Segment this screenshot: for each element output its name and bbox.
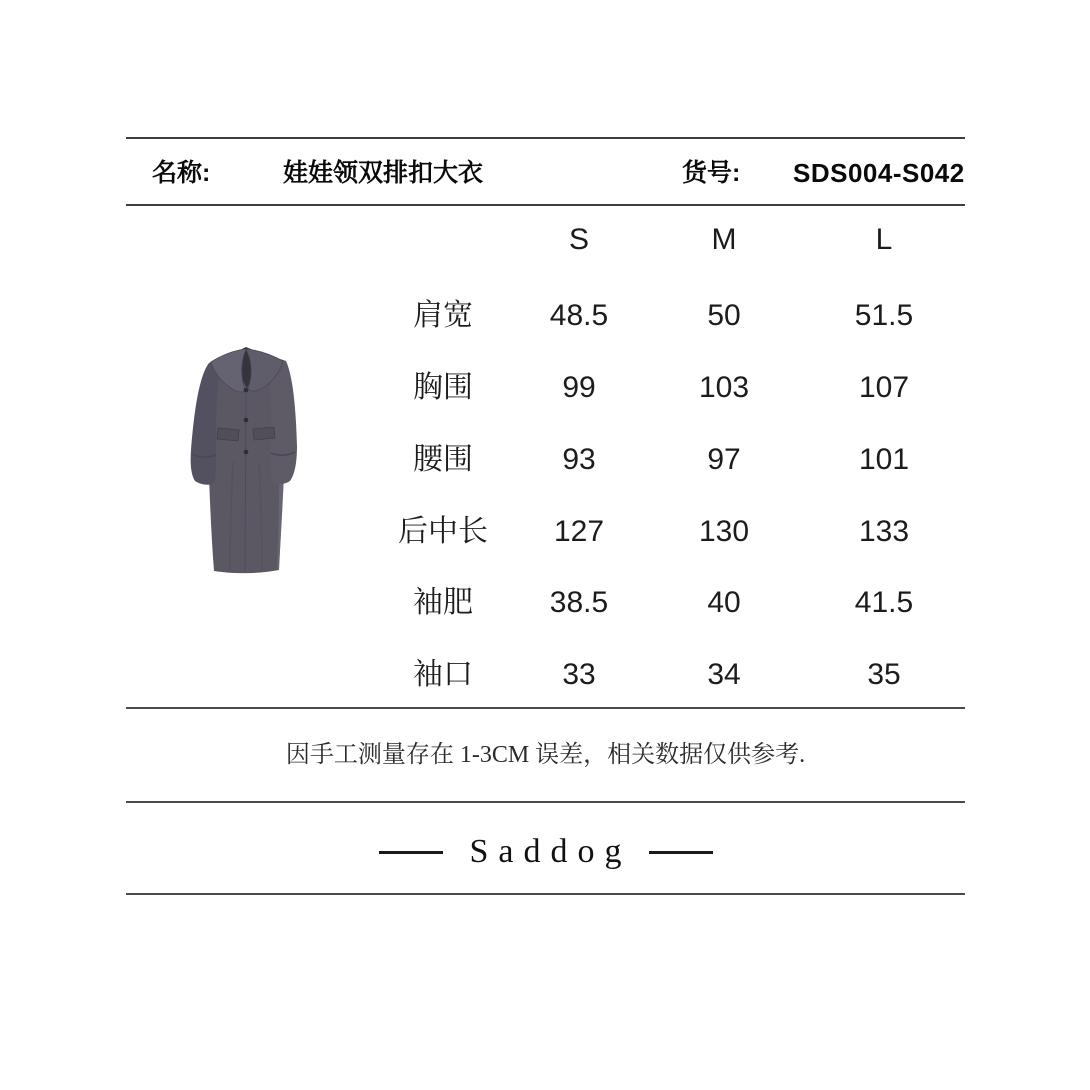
value-m: 130 bbox=[698, 515, 750, 548]
product-name-label: 名称: bbox=[152, 159, 211, 187]
value-m: 50 bbox=[707, 299, 741, 332]
row-label: 袖肥 bbox=[413, 586, 473, 619]
table-row-back-length bbox=[380, 510, 972, 554]
value-m: 34 bbox=[707, 658, 741, 691]
table-row-cuff bbox=[380, 653, 972, 697]
size-table-corner-cell bbox=[380, 218, 506, 262]
row-label: 后中长 bbox=[398, 515, 488, 548]
column-header-m: M bbox=[711, 223, 737, 256]
value-l: 133 bbox=[858, 515, 910, 548]
value-l: 51.5 bbox=[854, 299, 914, 332]
value-l: 101 bbox=[858, 443, 910, 476]
table-row-sleeve-width bbox=[380, 581, 972, 625]
divider-under-table bbox=[126, 707, 965, 709]
brand-name: Saddog bbox=[469, 833, 632, 870]
row-label: 肩宽 bbox=[413, 299, 473, 332]
value-s: 93 bbox=[562, 443, 596, 476]
divider-under-note bbox=[126, 801, 965, 803]
divider-bottom bbox=[126, 893, 965, 895]
size-table-header-row bbox=[380, 218, 972, 262]
row-label: 腰围 bbox=[413, 443, 473, 476]
coat-button-middle bbox=[244, 418, 249, 423]
value-s: 48.5 bbox=[549, 299, 609, 332]
product-image bbox=[183, 342, 307, 578]
value-m: 40 bbox=[707, 586, 741, 619]
coat-left-pocket bbox=[217, 428, 239, 441]
value-s: 99 bbox=[562, 371, 596, 404]
sku-value: SDS004-S042 bbox=[793, 158, 965, 188]
value-l: 35 bbox=[867, 658, 901, 691]
table-row-waist bbox=[380, 438, 972, 482]
divider-top bbox=[126, 137, 965, 139]
column-header-l: L bbox=[875, 223, 893, 256]
row-label: 袖口 bbox=[413, 658, 473, 691]
value-l: 41.5 bbox=[854, 586, 914, 619]
value-s: 127 bbox=[553, 515, 605, 548]
value-m: 97 bbox=[707, 443, 741, 476]
table-row-shoulder bbox=[380, 294, 972, 338]
coat-illustration bbox=[183, 342, 307, 578]
sku-label: 货号: bbox=[682, 159, 741, 187]
brand-row bbox=[126, 830, 965, 874]
coat-right-pocket bbox=[253, 427, 275, 440]
coat-button-top bbox=[244, 388, 249, 393]
table-row-bust bbox=[380, 366, 972, 410]
value-l: 107 bbox=[858, 371, 910, 404]
row-label: 胸围 bbox=[413, 371, 473, 404]
column-header-s: S bbox=[568, 223, 589, 256]
coat-button-bottom bbox=[244, 450, 249, 455]
brand-right-dash bbox=[649, 851, 713, 854]
value-m: 103 bbox=[698, 371, 750, 404]
divider-under-header bbox=[126, 204, 965, 206]
value-s: 38.5 bbox=[549, 586, 609, 619]
value-s: 33 bbox=[562, 658, 596, 691]
brand-left-dash bbox=[379, 851, 443, 854]
measurement-note: 因手工测量存在 1-3CM 误差，相关数据仅供参考. bbox=[285, 742, 806, 768]
product-name-value: 娃娃领双排扣大衣 bbox=[283, 159, 484, 187]
